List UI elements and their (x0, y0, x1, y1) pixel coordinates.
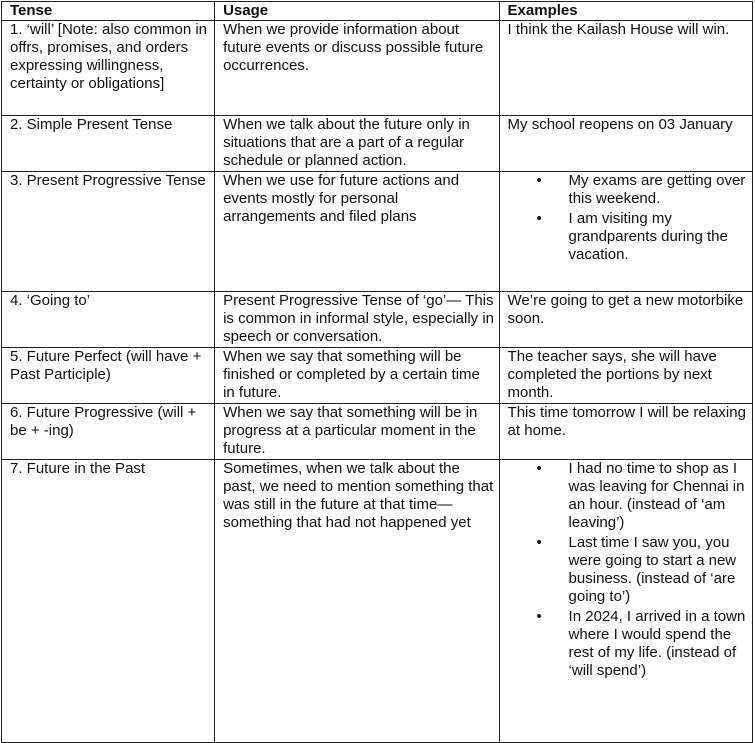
table-row (2, 116, 753, 172)
header-examples: Examples (499, 2, 752, 21)
example-cell: My school reopens on 03 January (499, 116, 752, 172)
usage-cell: Present Progressive Tense of ‘go’— This is common in informal style, especially in speech or conversation. (215, 292, 499, 348)
future-tense-table (1, 1, 753, 743)
tense-cell: 6. Future Progressive (will + be + -ing) (2, 404, 215, 460)
example-cell (499, 172, 752, 292)
header-tense: Tense (2, 2, 215, 21)
example-item: • I had no time to shop as I was leaving for Chennai in an hour. (instead of ‘am leaving’) (508, 460, 748, 532)
usage-cell: When we talk about the future only in situations that are a part of a regular schedule or planned action. (215, 116, 499, 172)
table-row (2, 292, 753, 348)
example-cell (499, 460, 752, 743)
example-cell: We’re going to get a new motorbike soon. (499, 292, 752, 348)
example-cell: I think the Kailash House will win. (499, 21, 752, 116)
example-list (508, 460, 748, 680)
example-item: • Last time I saw you, you were going to start a new business. (instead of ‘are going to’) (508, 534, 748, 606)
tense-cell: 1. ‘will’ [Note: also common in offrs, promises, and orders expressing willingness, certainty or obligations] (2, 21, 215, 116)
table-row (2, 21, 753, 116)
tense-cell: 7. Future in the Past (2, 460, 215, 743)
usage-cell: When we say that something will be in progress at a particular moment in the future. (215, 404, 499, 460)
example-cell: This time tomorrow I will be relaxing at home. (499, 404, 752, 460)
usage-cell: When we provide information about future events or discuss possible future occurrences. (215, 21, 499, 116)
example-item: • In 2024, I arrived in a town where I would spend the rest of my life. (instead of ‘will spend’) (508, 608, 748, 680)
example-list (508, 172, 748, 264)
header-usage: Usage (215, 2, 499, 21)
tense-cell: 4. ‘Going to’ (2, 292, 215, 348)
table-row (2, 172, 753, 292)
usage-cell: Sometimes, when we talk about the past, we need to mention something that was still in the future at that time— something that had not happened yet (215, 460, 499, 743)
table-row (2, 460, 753, 743)
example-item: • My exams are getting over this weekend. (508, 172, 748, 208)
example-item: • I am visiting my grandparents during the vacation. (508, 210, 748, 264)
table-row (2, 348, 753, 404)
tense-cell: 5. Future Perfect (will have + Past Participle) (2, 348, 215, 404)
tense-cell: 3. Present Progressive Tense (2, 172, 215, 292)
usage-cell: When we use for future actions and events mostly for personal arrangements and filed plans (215, 172, 499, 292)
header-row (2, 2, 753, 21)
table-row (2, 404, 753, 460)
tense-cell: 2. Simple Present Tense (2, 116, 215, 172)
usage-cell: When we say that something will be finished or completed by a certain time in future. (215, 348, 499, 404)
example-cell: The teacher says, she will have completed the portions by next month. (499, 348, 752, 404)
